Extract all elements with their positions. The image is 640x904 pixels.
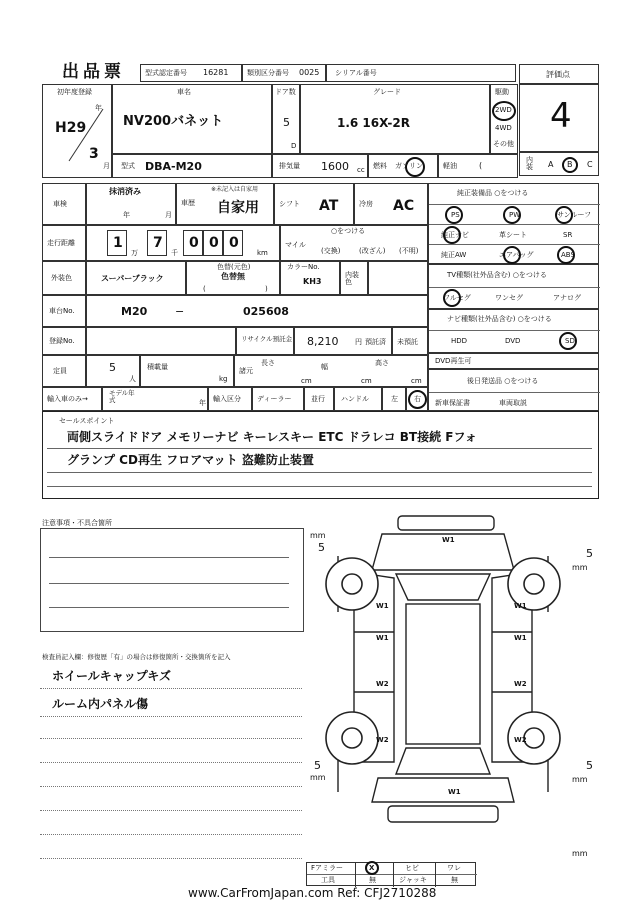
tread-fr-unit: mm [572,563,588,572]
fuel-label: 燃料 [373,162,387,170]
type-cert-cell [140,64,242,82]
reg-value-cell [86,327,236,355]
caution-box [40,528,304,632]
warranty-label: 新車保証書 [435,399,470,407]
legend-jack: ジャッキ [399,876,427,884]
tread-rr-value: 5 [586,759,593,772]
type-cert-label: 型式認定番号 [145,69,187,77]
mark-right-front: W1 [514,602,527,610]
note-1: ホイールキャップキズ [52,669,172,683]
car-name-cell [112,84,272,154]
inspection-label-cell [42,183,86,225]
displacement-label: 排気量 [279,162,300,170]
usage-note: ※未記入は自家用 [211,186,259,193]
import-cat-label: 輸入区分 [213,395,241,403]
usage-value: 自家用 [217,200,259,216]
dims-cell [234,355,428,387]
equip-sunroof-circle [555,206,573,224]
legend-table [306,862,476,886]
mark-right-rear: W2 [514,736,527,744]
chassis-value: 025608 [243,305,289,318]
mark-left-front: W1 [376,602,389,610]
equip-ps: PS [451,211,460,219]
tread-rl-value: 5 [314,759,321,772]
displacement-cell [272,154,368,178]
legend-tool: 工具 [321,876,335,884]
length-unit: cm [301,377,312,385]
tread-fl-value: 5 [318,541,325,554]
score-box [519,84,599,152]
interior-b: B [567,160,573,169]
dealer-label: ディーラー [257,395,292,403]
first-reg-cell [42,84,112,178]
equip-sr: SR [563,231,573,239]
mileage-digit-4: 0 [209,235,219,251]
mileage-digit-2: 7 [153,235,163,251]
mileage-label: 走行距離 [47,239,75,247]
serial-cell [326,64,516,82]
mileage-mile: マイル [285,241,306,249]
model-cell [112,154,272,178]
tread-fr-value: 5 [586,547,593,560]
recycle-unit: 円 [355,338,362,346]
mileage-circle-label: ○をつける [331,227,366,235]
equip-airbag-circle [503,246,521,264]
handle-cell [334,387,382,411]
category-cell [242,64,326,82]
doors-cell [272,84,300,154]
interior-grade-cell [519,152,599,176]
chassis-label-cell [42,295,86,327]
doors-label: ドア数 [275,88,296,96]
equip-pw-circle [503,206,521,224]
inspection-value-cell [86,183,176,225]
mileage-label-cell [42,225,86,261]
selling-points-line2: グランプ CD再生 フロアマット 盗難防止装置 [67,453,314,467]
interior-b-circle [562,157,578,173]
int-color-label: 内装色 [345,271,359,286]
ac-cell [354,183,428,225]
equip-abs: ABS [561,251,575,259]
load-label: 積載量 [147,363,168,371]
drive-cell [490,84,518,154]
color-no-value: KH3 [303,277,322,286]
grade-cell [300,84,490,154]
color-value-cell [86,261,186,295]
year-label: 年 [95,104,102,112]
diesel-label: 軽油 [443,162,457,170]
chassis-dash: − [175,305,185,318]
capacity-label-cell [42,355,86,387]
recycle-value-cell [294,327,392,355]
inspection-value: 抹消済み [109,187,141,196]
aftermarket-label: 後日発送品 ○をつける [467,377,539,385]
mileage-sen: 千 [171,249,178,257]
int-color-cell [340,261,368,295]
navi-block [428,309,599,353]
recycle-label: リサイクル預託金 [241,335,293,343]
car-name-label: 車名 [177,88,191,96]
navi-hdd: HDD [451,337,468,345]
repaint-cell [186,261,280,295]
model-value: DBA-M20 [145,160,202,173]
category-label: 類別区分番号 [247,69,289,77]
model-label: 型式 [121,162,135,170]
inspector-label: 検査員記入欄：修復歴「有」の場合は修復箇所・交換箇所を記入 [42,653,231,661]
reg-label-cell [42,327,86,355]
equip-ps-circle [445,206,463,224]
rear-glass [396,748,490,774]
mark-left-rear: W2 [376,736,389,744]
chassis-prefix: M20 [121,305,148,318]
model-year-label: モデル年式 [109,389,135,404]
legend-break: ワレ [447,864,461,872]
equip-label: 純正装備品 ○をつける [457,189,529,197]
shift-label: シフト [279,200,300,208]
capacity-unit: 人 [129,375,136,383]
first-reg-month: 3 [89,146,99,162]
mileage-swap: (交換) [321,247,341,255]
rear-bumper [388,806,498,822]
height-unit: cm [411,377,422,385]
tv-label: TV種類(社外品含む) ○をつける [447,271,547,279]
mark-left-slide: W2 [376,680,389,688]
navi-sd-circle [559,332,577,350]
tv-oneseg: ワンセグ [495,294,523,302]
grade-value: 1.6 16X-2R [337,116,410,130]
manual-label: 車両取説 [499,399,527,407]
mileage-man: 万 [131,249,138,257]
dvd-row [428,353,599,369]
parallel-label: 並行 [311,395,325,403]
legend-crack: ヒビ [405,864,419,872]
repaint-paren-open: ( [203,285,206,293]
type-cert-value: 16281 [203,68,229,77]
equip-airbag: エアバッグ [499,251,534,259]
capacity-value-cell [86,355,140,387]
equip-navi-circle [443,226,461,244]
width-label: 幅 [321,363,328,371]
mark-rear-bumper: W1 [448,788,461,796]
mileage-km: km [257,249,268,257]
repaint-value: 色替無 [221,272,245,281]
right-label: 右 [414,395,421,403]
not-deposited-cell [392,327,428,355]
height-label: 高さ [375,359,389,367]
tread-extra-unit: mm [572,849,588,858]
inspection-label: 車検 [53,200,67,208]
recycle-deposited: 預託済 [365,338,386,346]
displacement-unit: cc [357,166,365,174]
drive-2wd: 2WD [495,106,512,114]
chassis-label: 車台No. [49,307,75,315]
tv-analog: アナログ [553,294,581,302]
month-label: 月 [103,162,110,170]
interior-c: C [587,160,593,169]
width-unit: cm [361,377,372,385]
capacity-value: 5 [109,361,116,374]
fuel-value: ガソリン [395,162,423,170]
mark-left-door: W1 [376,634,389,642]
repaint-paren-close: ) [265,285,268,293]
doors-value: 5 [283,116,290,129]
color-no-label: カラーNo. [287,263,320,271]
handle-label: ハンドル [341,395,369,403]
legend-x: X [369,864,375,872]
dealer-cell [252,387,304,411]
inspection-year: 年 [123,211,130,219]
recycle-value: 8,210 [307,335,339,348]
model-year-unit: 年 [199,399,206,407]
mileage-status-cell [280,225,428,261]
color-value: スーパーブラック [101,274,164,283]
car-name-value: NV200バネット [123,114,224,129]
color-label-cell [42,261,86,295]
ac-label: 冷房 [359,200,373,208]
navi-dvd: DVD [505,337,521,345]
selling-points-label: セールスポイント [59,417,115,425]
tread-rr-unit: mm [572,775,588,784]
mileage-value-cell [86,225,280,261]
parallel-cell [304,387,334,411]
mileage-modified: (改ざん) [359,247,386,255]
interior-label: 内装 [526,156,533,171]
legend-jack-none: 無 [451,876,458,884]
capacity-label: 定員 [53,367,67,375]
inspection-month: 月 [165,211,172,219]
drive-label: 駆動 [495,88,509,96]
first-reg-label: 初年度登録 [57,88,92,96]
legend-door-mirror: Fアミラー [311,864,344,872]
equip-navi: 純正ナビ [441,231,469,239]
fuel-circle [405,157,425,177]
mileage-digit-1: 1 [113,235,123,251]
left-cell [382,387,406,411]
roof [406,604,480,744]
page-title: 出品票 [62,62,125,82]
left-label: 左 [391,395,398,403]
navi-sd: SD [565,337,575,345]
shift-cell [274,183,354,225]
mileage-unknown: (不明) [399,247,419,255]
windshield [396,574,490,600]
dims-label: 諸元 [239,367,253,375]
shift-value: AT [319,198,339,214]
mark-right-door: W1 [514,634,527,642]
right-cell [406,387,428,411]
displacement-value: 1600 [321,160,349,173]
selling-points-line1: 両側スライドドア メモリーナビ キーレスキー ETC ドラレコ BT接続 Fフォ [67,430,477,444]
equip-pw: PW [509,211,521,219]
color-label: 外装色 [51,274,72,282]
category-value: 0025 [299,68,320,77]
note-2: ルーム内パネル傷 [52,697,149,711]
length-label: 長さ [261,359,275,367]
watermark: www.CarFromJapan.com Ref: CFJ2710288 [188,886,437,900]
legend-x-circle [365,861,379,875]
legend-tool-none: 無 [369,876,376,884]
aftermarket-block [428,369,599,411]
mileage-digit-3: 0 [189,235,199,251]
repaint-label: 色替(元色) [217,263,251,271]
usage-cell [176,183,274,225]
usage-label: 車歴 [181,199,195,207]
serial-label: シリアル番号 [335,69,377,77]
front-bumper [398,516,494,530]
import-label: 輸入車のみ→ [47,395,88,403]
first-reg-slash [63,105,107,165]
equip-aw: 純正AW [441,251,467,259]
navi-label: ナビ種類(社外品含む) ○をつける [447,315,552,323]
caution-label: 注意事項・不具合箇所 [42,519,112,527]
import-cat-cell [208,387,252,411]
mark-right-slide: W2 [514,680,527,688]
import-label-cell [42,387,102,411]
score-header [519,64,599,84]
tread-rl-unit: mm [310,773,326,782]
mark-hood: W1 [442,536,455,544]
score-label: 評価点 [546,70,570,79]
car-diagram [318,512,568,852]
grade-label: グレード [373,88,401,96]
doors-d: D [291,142,297,150]
equip-sunroof: サンルーフ [557,211,592,219]
recycle-label-cell [236,327,294,355]
reg-label: 登録No. [49,337,75,345]
fuel-cell [368,154,438,178]
selling-points-block [42,411,599,499]
tv-fullseg-circle [443,289,461,307]
model-year-cell [102,387,208,411]
equipment-block [428,183,599,264]
not-deposited-label: 未預託 [397,338,418,346]
color-blank-cell [368,261,428,295]
load-cell [140,355,234,387]
chassis-value-cell [86,295,428,327]
drive-other: その他 [493,140,514,148]
interior-a: A [548,160,554,169]
ac-value: AC [393,198,415,214]
equip-seat: 革シート [499,231,527,239]
equip-abs-circle [557,246,575,264]
rear-gate [372,778,514,802]
first-reg-year: H29 [55,120,87,136]
diesel-paren: ( [479,161,483,170]
color-no-cell [280,261,340,295]
tv-fullseg: フルセグ [443,294,471,302]
dvd-label: DVD再生可 [435,357,472,365]
right-circle [408,390,427,409]
drive-4wd: 4WD [495,124,512,132]
tv-block [428,264,599,309]
drive-2wd-circle [492,101,516,121]
load-unit: kg [219,375,228,383]
tread-fl-unit: mm [310,531,326,540]
score-value: 4 [550,96,572,136]
diesel-cell [438,154,518,178]
mileage-digit-5: 0 [229,235,239,251]
